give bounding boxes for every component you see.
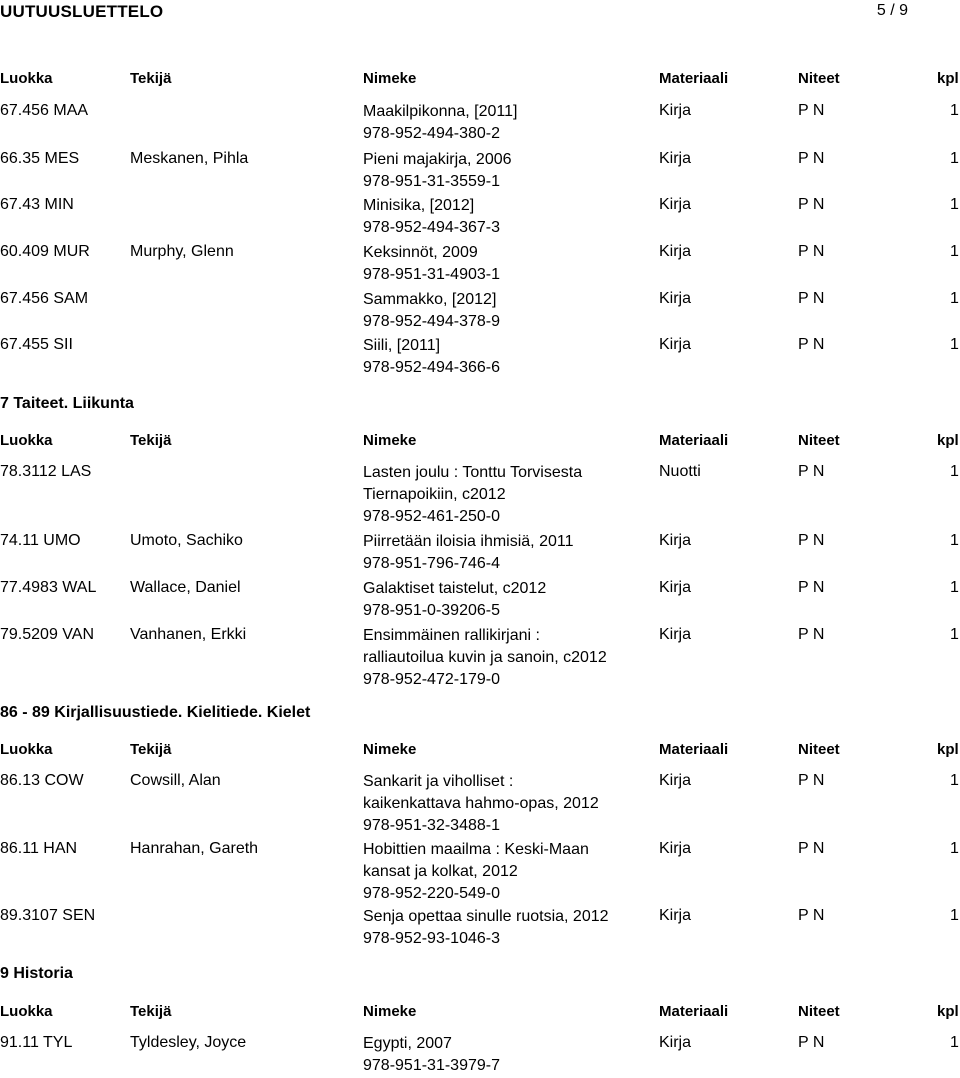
cell-nimeke bbox=[363, 772, 599, 838]
column-header-kpl: kpl bbox=[937, 70, 959, 87]
cell-tekija: Cowsill, Alan bbox=[130, 772, 221, 789]
column-header-materiaali: Materiaali bbox=[659, 741, 729, 758]
catalog-title: UUTUUSLUETTELO bbox=[0, 2, 164, 21]
cell-materiaali: Kirja bbox=[659, 626, 692, 643]
cell-kpl: 1 bbox=[950, 532, 959, 549]
cell-nimeke bbox=[363, 243, 500, 287]
title-text: Lasten joulu : Tonttu Torvisesta bbox=[363, 464, 583, 481]
column-header-niteet: Niteet bbox=[798, 1003, 840, 1020]
column-header-luokka: Luokka bbox=[0, 1003, 53, 1020]
cell-kpl: 1 bbox=[950, 772, 959, 789]
title-text: Galaktiset taistelut, c2012 bbox=[363, 580, 547, 597]
cell-materiaali: Kirja bbox=[659, 840, 692, 857]
isbn-text: 978-951-31-4903-1 bbox=[363, 266, 500, 283]
cell-luokka: 67.456 SAM bbox=[0, 290, 89, 307]
column-header-niteet: Niteet bbox=[798, 432, 840, 449]
cell-nimeke bbox=[363, 102, 517, 146]
cell-niteet: P N bbox=[798, 196, 825, 213]
title-text: Keksinnöt, 2009 bbox=[363, 244, 478, 261]
cell-nimeke bbox=[363, 196, 500, 240]
title-text: Ensimmäinen rallikirjani : bbox=[363, 627, 540, 644]
cell-luokka: 91.11 TYL bbox=[0, 1034, 73, 1051]
cell-nimeke bbox=[363, 150, 512, 194]
column-header-row bbox=[0, 432, 960, 452]
cell-niteet: P N bbox=[798, 463, 825, 480]
isbn-text: 978-952-494-378-9 bbox=[363, 313, 500, 330]
cell-materiaali: Kirja bbox=[659, 102, 692, 119]
cell-niteet: P N bbox=[798, 1034, 825, 1051]
isbn-text: 978-952-494-367-3 bbox=[363, 219, 500, 236]
cell-luokka: 78.3112 LAS bbox=[0, 463, 92, 480]
cell-tekija: Wallace, Daniel bbox=[130, 579, 241, 596]
column-header-nimeke: Nimeke bbox=[363, 70, 417, 87]
cell-niteet: P N bbox=[798, 102, 825, 119]
cell-niteet: P N bbox=[798, 243, 825, 260]
cell-luokka: 86.11 HAN bbox=[0, 840, 78, 857]
column-header-kpl: kpl bbox=[937, 1003, 959, 1020]
column-header-tekija: Tekijä bbox=[130, 432, 172, 449]
cell-niteet: P N bbox=[798, 772, 825, 789]
cell-luokka: 67.456 MAA bbox=[0, 102, 89, 119]
column-header-row bbox=[0, 70, 960, 90]
cell-nimeke bbox=[363, 626, 607, 692]
cell-nimeke bbox=[363, 532, 573, 576]
cell-nimeke bbox=[363, 463, 582, 529]
cell-materiaali: Kirja bbox=[659, 532, 692, 549]
cell-luokka: 66.35 MES bbox=[0, 150, 80, 167]
cell-materiaali: Kirja bbox=[659, 150, 692, 167]
cell-kpl: 1 bbox=[950, 196, 959, 213]
title-text: Hobittien maailma : Keski-Maan bbox=[363, 841, 589, 858]
title-text: kaikenkattava hahmo-opas, 2012 bbox=[363, 795, 599, 812]
cell-tekija: Hanrahan, Gareth bbox=[130, 840, 259, 857]
cell-materiaali: Nuotti bbox=[659, 463, 701, 480]
cell-kpl: 1 bbox=[950, 243, 959, 260]
cell-materiaali: Kirja bbox=[659, 579, 692, 596]
isbn-text: 978-951-32-3488-1 bbox=[363, 817, 500, 834]
cell-materiaali: Kirja bbox=[659, 1034, 692, 1051]
cell-luokka: 67.43 MIN bbox=[0, 196, 74, 213]
cell-tekija: Murphy, Glenn bbox=[130, 243, 234, 260]
page-number: 5 / 9 bbox=[876, 2, 908, 19]
cell-materiaali: Kirja bbox=[659, 336, 692, 353]
title-text: Sankarit ja viholliset : bbox=[363, 773, 514, 790]
cell-luokka: 74.11 UMO bbox=[0, 532, 81, 549]
isbn-text: 978-952-472-179-0 bbox=[363, 671, 500, 688]
cell-niteet: P N bbox=[798, 626, 825, 643]
cell-tekija: Tyldesley, Joyce bbox=[130, 1034, 247, 1051]
cell-materiaali: Kirja bbox=[659, 243, 692, 260]
cell-niteet: P N bbox=[798, 840, 825, 857]
cell-niteet: P N bbox=[798, 150, 825, 167]
cell-kpl: 1 bbox=[950, 1034, 959, 1051]
column-header-materiaali: Materiaali bbox=[659, 432, 729, 449]
title-text: Minisika, [2012] bbox=[363, 197, 475, 214]
column-header-materiaali: Materiaali bbox=[659, 70, 729, 87]
cell-materiaali: Kirja bbox=[659, 772, 692, 789]
cell-kpl: 1 bbox=[950, 336, 959, 353]
title-text: Siili, [2011] bbox=[363, 337, 441, 354]
isbn-text: 978-951-31-3979-7 bbox=[363, 1057, 500, 1074]
cell-tekija: Meskanen, Pihla bbox=[130, 150, 249, 167]
title-text: Maakilpikonna, [2011] bbox=[363, 103, 518, 120]
column-header-materiaali: Materiaali bbox=[659, 1003, 729, 1020]
cell-niteet: P N bbox=[798, 336, 825, 353]
isbn-text: 978-952-494-366-6 bbox=[363, 359, 500, 376]
cell-nimeke bbox=[363, 336, 500, 380]
cell-tekija: Umoto, Sachiko bbox=[130, 532, 243, 549]
column-header-row bbox=[0, 1003, 960, 1023]
cell-nimeke bbox=[363, 840, 589, 906]
column-header-tekija: Tekijä bbox=[130, 70, 172, 87]
column-header-luokka: Luokka bbox=[0, 432, 53, 449]
title-text: Senja opettaa sinulle ruotsia, 2012 bbox=[363, 908, 609, 925]
column-header-niteet: Niteet bbox=[798, 70, 840, 87]
isbn-text: 978-951-31-3559-1 bbox=[363, 173, 500, 190]
isbn-text: 978-952-220-549-0 bbox=[363, 885, 500, 902]
cell-niteet: P N bbox=[798, 532, 825, 549]
column-header-niteet: Niteet bbox=[798, 741, 840, 758]
cell-luokka: 86.13 COW bbox=[0, 772, 84, 789]
title-text: Egypti, 2007 bbox=[363, 1035, 452, 1052]
isbn-text: 978-951-0-39206-5 bbox=[363, 602, 500, 619]
title-text: kansat ja kolkat, 2012 bbox=[363, 863, 518, 880]
isbn-text: 978-952-93-1046-3 bbox=[363, 930, 500, 947]
cell-luokka: 67.455 SII bbox=[0, 336, 73, 353]
title-text: Piirretään iloisia ihmisiä, 2011 bbox=[363, 533, 574, 550]
title-text: ralliautoilua kuvin ja sanoin, c2012 bbox=[363, 649, 607, 666]
column-header-nimeke: Nimeke bbox=[363, 1003, 417, 1020]
column-header-kpl: kpl bbox=[937, 432, 959, 449]
isbn-text: 978-951-796-746-4 bbox=[363, 555, 500, 572]
column-header-tekija: Tekijä bbox=[130, 1003, 172, 1020]
title-text: Tiernapoikiin, c2012 bbox=[363, 486, 506, 503]
cell-kpl: 1 bbox=[950, 579, 959, 596]
cell-luokka: 60.409 MUR bbox=[0, 243, 90, 260]
title-text: Sammakko, [2012] bbox=[363, 291, 497, 308]
isbn-text: 978-952-461-250-0 bbox=[363, 508, 500, 525]
cell-kpl: 1 bbox=[950, 907, 959, 924]
cell-luokka: 77.4983 WAL bbox=[0, 579, 97, 596]
cell-materiaali: Kirja bbox=[659, 196, 692, 213]
cell-nimeke bbox=[363, 290, 500, 334]
column-header-row bbox=[0, 741, 960, 761]
isbn-text: 978-952-494-380-2 bbox=[363, 125, 500, 142]
cell-niteet: P N bbox=[798, 290, 825, 307]
cell-nimeke bbox=[363, 579, 546, 623]
title-text: Pieni majakirja, 2006 bbox=[363, 151, 512, 168]
section-title: 9 Historia bbox=[0, 965, 73, 982]
cell-kpl: 1 bbox=[950, 150, 959, 167]
cell-nimeke bbox=[363, 907, 609, 951]
cell-kpl: 1 bbox=[950, 626, 959, 643]
column-header-kpl: kpl bbox=[937, 741, 959, 758]
cell-luokka: 89.3107 SEN bbox=[0, 907, 96, 924]
cell-niteet: P N bbox=[798, 579, 825, 596]
cell-kpl: 1 bbox=[950, 463, 959, 480]
section-title: 7 Taiteet. Liikunta bbox=[0, 395, 134, 412]
cell-luokka: 79.5209 VAN bbox=[0, 626, 94, 643]
cell-niteet: P N bbox=[798, 907, 825, 924]
cell-nimeke bbox=[363, 1034, 500, 1078]
cell-tekija: Vanhanen, Erkki bbox=[130, 626, 247, 643]
column-header-nimeke: Nimeke bbox=[363, 741, 417, 758]
cell-materiaali: Kirja bbox=[659, 907, 692, 924]
cell-kpl: 1 bbox=[950, 290, 959, 307]
column-header-luokka: Luokka bbox=[0, 741, 53, 758]
cell-kpl: 1 bbox=[950, 102, 959, 119]
column-header-tekija: Tekijä bbox=[130, 741, 172, 758]
column-header-nimeke: Nimeke bbox=[363, 432, 417, 449]
column-header-luokka: Luokka bbox=[0, 70, 53, 87]
section-title: 86 - 89 Kirjallisuustiede. Kielitiede. Kielet bbox=[0, 704, 311, 721]
cell-materiaali: Kirja bbox=[659, 290, 692, 307]
cell-kpl: 1 bbox=[950, 840, 959, 857]
